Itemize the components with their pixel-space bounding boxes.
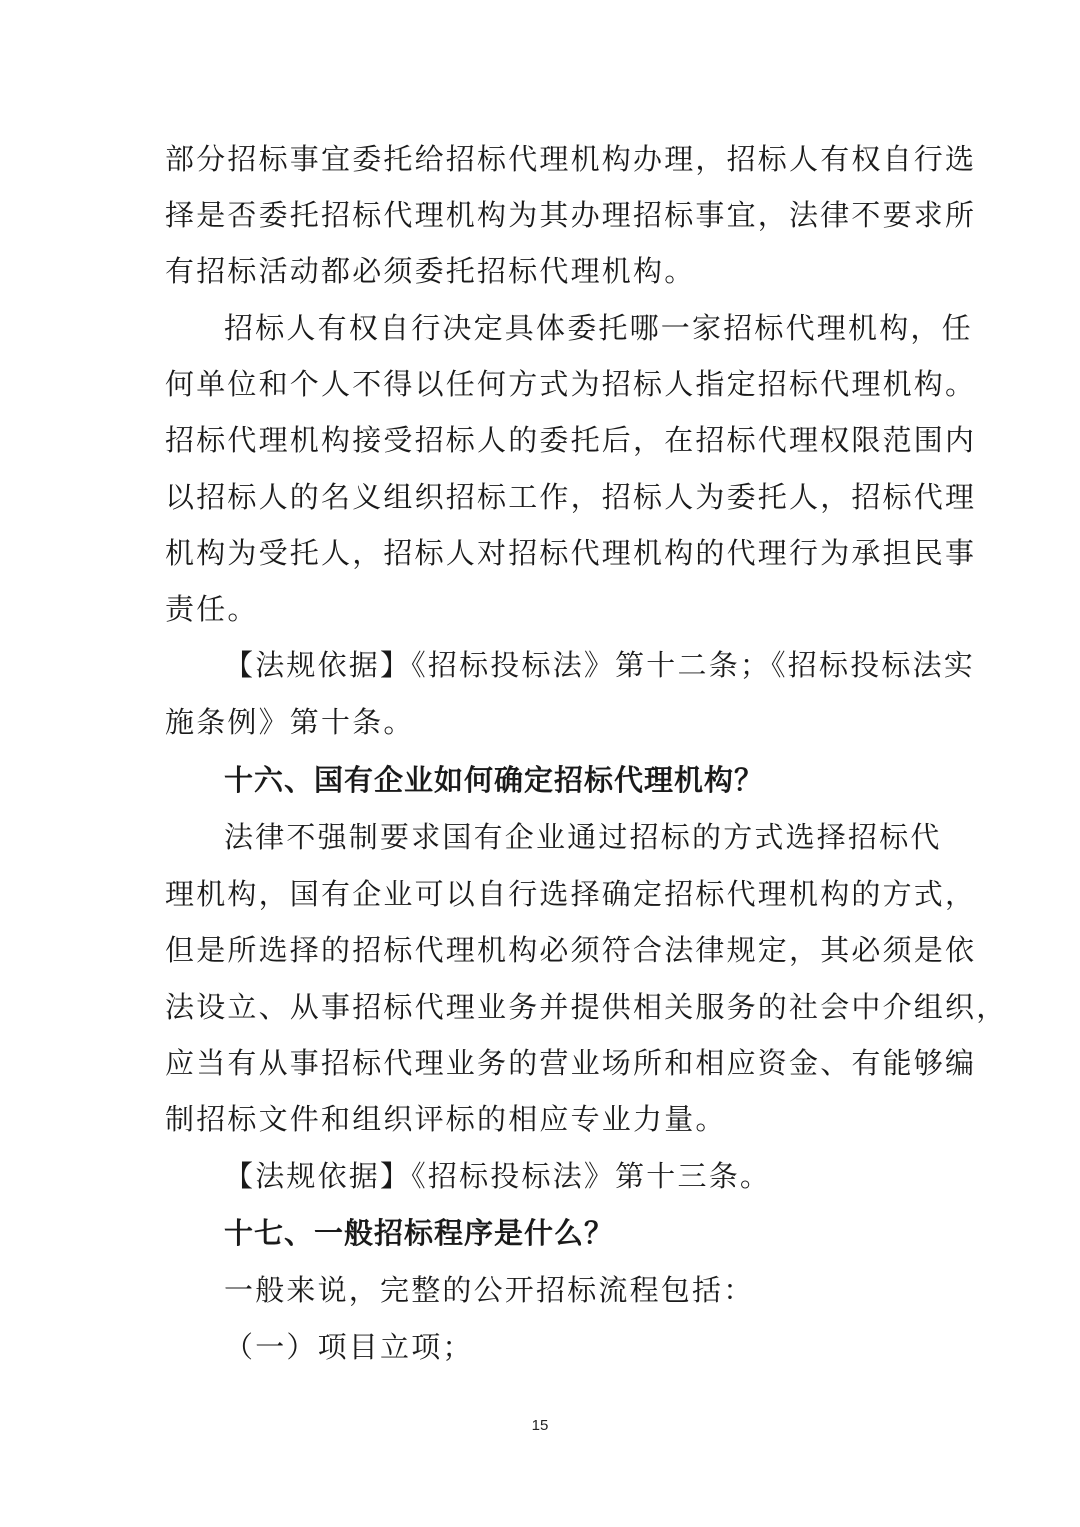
text-line: 施条例》第十条。 bbox=[165, 705, 415, 739]
text-line: 法律不强制要求国有企业通过招标的方式选择招标代 bbox=[224, 820, 942, 854]
text-line: 有招标活动都必须委托招标代理机构。 bbox=[165, 254, 696, 288]
law-basis-line: 【法规依据】《招标投标法》第十二条；《招标投标法实 bbox=[224, 648, 976, 682]
page-number: 15 bbox=[531, 1417, 549, 1434]
text-line: 机构为受托人，招标人对招标代理机构的代理行为承担民事 bbox=[165, 536, 977, 570]
text-line: 制招标文件和组织评标的相应专业力量。 bbox=[165, 1102, 727, 1136]
list-item: （一）项目立项； bbox=[224, 1330, 474, 1364]
text-line: 部分招标事宜委托给招标代理机构办理，招标人有权自行选 bbox=[165, 142, 977, 176]
text-line: 招标人有权自行决定具体委托哪一家招标代理机构，任 bbox=[224, 311, 973, 345]
text-line: 但是所选择的招标代理机构必须符合法律规定，其必须是依 bbox=[165, 933, 977, 967]
text-line: 一般来说，完整的公开招标流程包括： bbox=[224, 1273, 755, 1307]
text-line: 招标代理机构接受招标人的委托后，在招标代理权限范围内 bbox=[165, 423, 977, 457]
text-line: 应当有从事招标代理业务的营业场所和相应资金、有能够编 bbox=[165, 1046, 977, 1080]
text-line: 何单位和个人不得以任何方式为招标人指定招标代理机构。 bbox=[165, 367, 977, 401]
section-heading-17: 十七、一般招标程序是什么？ bbox=[224, 1216, 615, 1250]
law-basis-line: 【法规依据】《招标投标法》第十三条。 bbox=[224, 1159, 772, 1193]
text-line: 法设立、从事招标代理业务并提供相关服务的社会中介组织， bbox=[165, 990, 1008, 1024]
text-line: 择是否委托招标代理机构为其办理招标事宜，法律不要求所 bbox=[165, 198, 977, 232]
text-line: 以招标人的名义组织招标工作，招标人为委托人，招标代理 bbox=[165, 480, 977, 514]
section-heading-16: 十六、国有企业如何确定招标代理机构？ bbox=[224, 763, 765, 797]
text-line: 理机构，国有企业可以自行选择确定招标代理机构的方式， bbox=[165, 877, 977, 911]
text-line: 责任。 bbox=[165, 592, 259, 626]
